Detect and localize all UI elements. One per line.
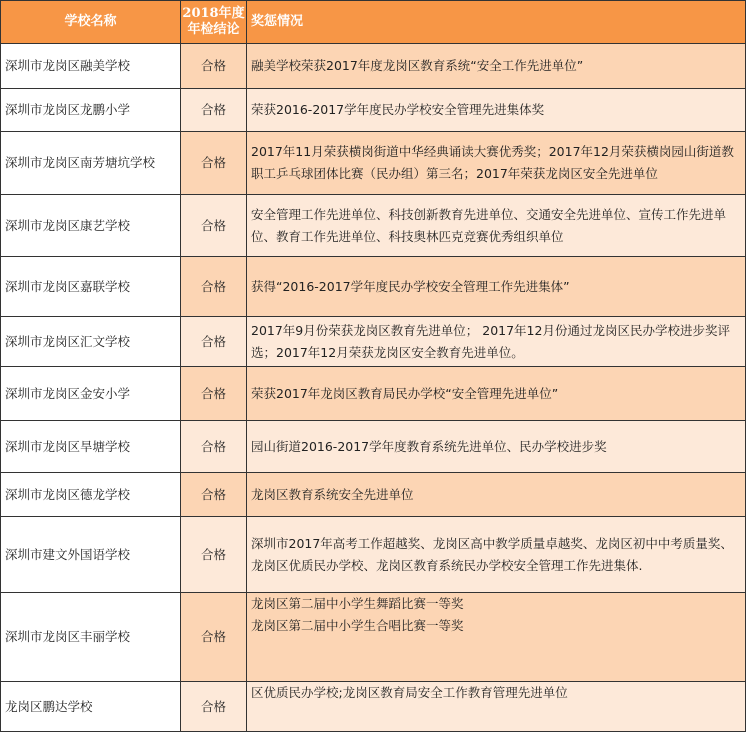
inspection-result: 合格 bbox=[181, 593, 247, 682]
table-row bbox=[1, 517, 746, 593]
inspection-result: 合格 bbox=[181, 317, 247, 367]
table-row bbox=[1, 132, 746, 195]
table-row bbox=[1, 682, 746, 732]
inspection-result: 合格 bbox=[181, 257, 247, 317]
awards-cell bbox=[247, 317, 746, 367]
inspection-result: 合格 bbox=[181, 421, 247, 473]
award-text: 龙岗区教育系统安全先进单位 bbox=[251, 486, 414, 502]
header-school-name: 学校名称 bbox=[1, 1, 181, 44]
table-row bbox=[1, 89, 746, 132]
awards-cell bbox=[247, 367, 746, 421]
school-name: 深圳市龙岗区旱塘学校 bbox=[1, 421, 181, 473]
header-result-line2: 年检结论 bbox=[187, 22, 240, 37]
awards-cell bbox=[247, 44, 746, 89]
inspection-result: 合格 bbox=[181, 44, 247, 89]
inspection-result: 合格 bbox=[181, 89, 247, 132]
table-row bbox=[1, 473, 746, 517]
awards-cell bbox=[247, 473, 746, 517]
school-name: 深圳市龙岗区金安小学 bbox=[1, 367, 181, 421]
header-result bbox=[181, 1, 247, 44]
award-text: 龙岗区第二届中小学生合唱比赛一等奖 bbox=[251, 618, 464, 633]
header-row bbox=[1, 1, 746, 44]
school-name: 深圳市龙岗区汇文学校 bbox=[1, 317, 181, 367]
award-text: 2017年11月荣获横岗街道中华经典诵读大赛优秀奖；2017年12月荣获横岗园山街道教职工乒乓球团体比赛（民办组）第三名；2017年荣获龙岗区安全先进单位 bbox=[251, 144, 734, 181]
inspection-result: 合格 bbox=[181, 473, 247, 517]
school-name: 深圳市龙岗区丰丽学校 bbox=[1, 593, 181, 682]
inspection-result: 合格 bbox=[181, 517, 247, 593]
awards-cell bbox=[247, 132, 746, 195]
school-name: 深圳市龙岗区德龙学校 bbox=[1, 473, 181, 517]
table-row bbox=[1, 44, 746, 89]
inspection-result: 合格 bbox=[181, 132, 247, 195]
table-row bbox=[1, 257, 746, 317]
award-text: 2017年9月份荣获龙岗区教育先进单位； 2017年12月份通过龙岗区民办学校进步奖评选；2017年12月荣获龙岗区安全教育先进单位。 bbox=[251, 322, 730, 360]
school-name: 深圳市龙岗区南芳塘坑学校 bbox=[1, 132, 181, 195]
school-name: 深圳市龙岗区龙鹏小学 bbox=[1, 89, 181, 132]
awards-cell bbox=[247, 421, 746, 473]
awards-cell bbox=[247, 257, 746, 317]
header-awards: 奖惩情况 bbox=[247, 1, 746, 44]
awards-cell bbox=[247, 195, 746, 257]
table-row bbox=[1, 367, 746, 421]
award-text: 荣获2016-2017学年度民办学校安全管理先进集体奖 bbox=[251, 102, 545, 117]
inspection-result: 合格 bbox=[181, 195, 247, 257]
table-row bbox=[1, 195, 746, 257]
awards-cell bbox=[247, 517, 746, 593]
award-text: 获得“2016-2017学年度民办学校安全管理工作先进集体” bbox=[251, 278, 570, 294]
award-text: 区优质民办学校;龙岗区教育局安全工作教育管理先进单位 bbox=[251, 685, 568, 700]
school-name: 深圳市龙岗区嘉联学校 bbox=[1, 257, 181, 317]
award-text: 龙岗区第二届中小学生舞蹈比赛一等奖 bbox=[251, 596, 464, 611]
award-text: 安全管理工作先进单位、科技创新教育先进单位、交通安全先进单位、宣传工作先进单位、教育工作先进单位、科技奥林匹克竞赛优秀组织单位 bbox=[251, 206, 727, 244]
header-result-line1: 2018年度 bbox=[182, 6, 245, 21]
inspection-result: 合格 bbox=[181, 682, 247, 732]
table-row bbox=[1, 421, 746, 473]
inspection-result: 合格 bbox=[181, 367, 247, 421]
table-row bbox=[1, 317, 746, 367]
school-name: 深圳市龙岗区融美学校 bbox=[1, 44, 181, 89]
award-text: 深圳市2017年高考工作超越奖、龙岗区高中教学质量卓越奖、龙岗区初中中考质量奖、龙岗区优质民办学校、龙岗区教育系统民办学校安全管理工作先进集体. bbox=[251, 535, 733, 573]
awards-cell bbox=[247, 593, 746, 682]
school-name: 深圳市建文外国语学校 bbox=[1, 517, 181, 593]
awards-cell bbox=[247, 682, 746, 732]
school-name: 深圳市龙岗区康艺学校 bbox=[1, 195, 181, 257]
award-text: 融美学校荣获2017年度龙岗区教育系统“安全工作先进单位” bbox=[251, 58, 584, 73]
award-text: 园山街道2016-2017学年度教育系统先进单位、民办学校进步奖 bbox=[251, 438, 607, 454]
school-name: 龙岗区鹏达学校 bbox=[1, 682, 181, 732]
award-text: 荣获2017年龙岗区教育局民办学校“安全管理先进单位” bbox=[251, 385, 559, 401]
awards-cell bbox=[247, 89, 746, 132]
table-row bbox=[1, 593, 746, 682]
